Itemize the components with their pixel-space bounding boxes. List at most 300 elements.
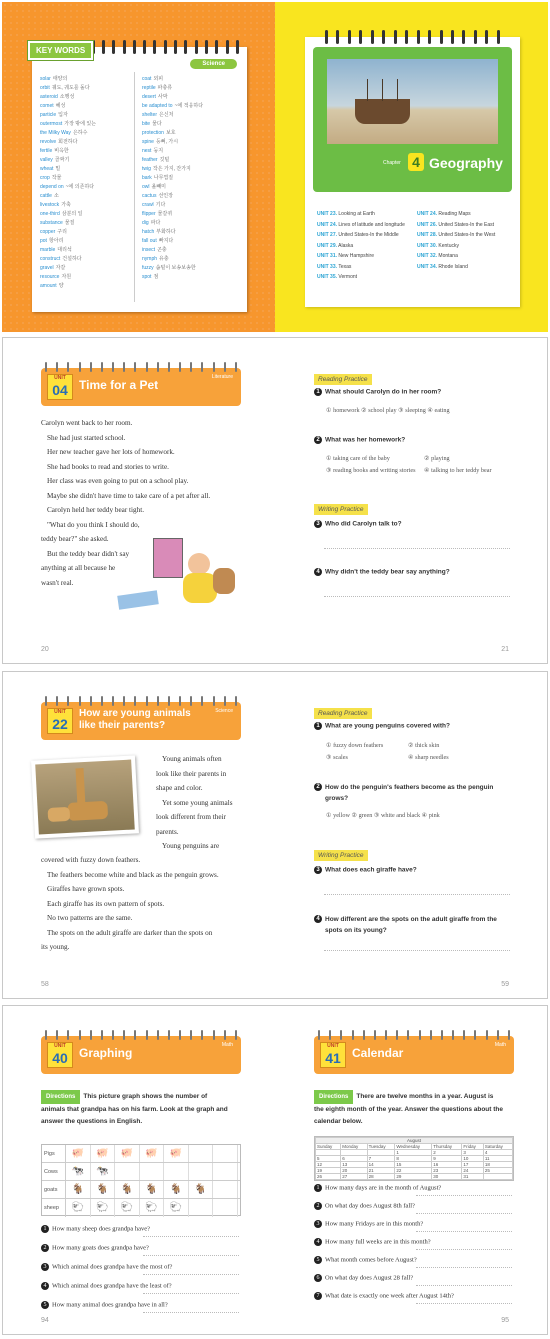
directions bbox=[41, 1090, 246, 1128]
question bbox=[314, 1202, 415, 1210]
keyword-en: comet bbox=[40, 103, 54, 109]
question-number: 3 bbox=[314, 1220, 322, 1228]
unit-code: UNIT 35. bbox=[317, 274, 338, 280]
unit-badge bbox=[47, 1042, 73, 1068]
unit-04-spread bbox=[2, 337, 548, 664]
story-line: No two patterns are the same. bbox=[47, 914, 133, 922]
answer-line[interactable] bbox=[416, 1285, 512, 1286]
keyword-en: outermost bbox=[40, 121, 63, 127]
directions-text: animals that grandpa has on his farm. Look at the graph and bbox=[41, 1106, 228, 1113]
keyword-item bbox=[40, 138, 96, 147]
keyword-item bbox=[40, 120, 96, 129]
calendar-date: 2 bbox=[432, 1150, 462, 1156]
answer-line[interactable] bbox=[324, 894, 510, 895]
calendar-date: 30 bbox=[432, 1174, 462, 1180]
calendar-date: 8 bbox=[395, 1156, 432, 1162]
keyword-en: feather bbox=[142, 157, 158, 163]
directions-tag: Directions bbox=[41, 1090, 80, 1104]
keyword-en: coat bbox=[142, 76, 152, 82]
books bbox=[117, 590, 159, 609]
question-number: 5 bbox=[314, 1256, 322, 1264]
title-line: like their parents? bbox=[79, 720, 166, 731]
option: ① fuzzy down feathers bbox=[326, 742, 384, 749]
story-line: its young. bbox=[41, 943, 70, 951]
keyword-en: gravel bbox=[40, 265, 54, 271]
bookshelf bbox=[153, 538, 183, 578]
empty-cell bbox=[140, 1163, 165, 1180]
keyword-ko: ~에 적응하다 bbox=[174, 103, 204, 109]
keyword-en: protection bbox=[142, 130, 164, 136]
unit-list-item bbox=[417, 241, 495, 252]
keyword-en: wheat bbox=[40, 166, 54, 172]
question-text: How many animal does grandpa have in all? bbox=[52, 1301, 168, 1309]
answer-line[interactable] bbox=[143, 1236, 239, 1237]
calendar-date: 18 bbox=[483, 1162, 512, 1168]
unit-number: 41 bbox=[325, 1050, 341, 1066]
keyword-item bbox=[142, 273, 203, 282]
chapter-banner bbox=[313, 47, 512, 192]
keyword-item bbox=[142, 219, 203, 228]
keyword-ko: 유충 bbox=[159, 256, 169, 262]
answer-line[interactable] bbox=[143, 1274, 239, 1275]
answer-line[interactable] bbox=[416, 1267, 512, 1268]
question-1: 1 What are young penguins covered with? bbox=[314, 722, 450, 730]
answer-line[interactable] bbox=[416, 1195, 512, 1196]
answer-line[interactable] bbox=[324, 596, 510, 597]
question-text: grows? bbox=[325, 795, 349, 802]
animal-icon: 🐐 bbox=[140, 1181, 165, 1198]
question-text: How many sheep does grandpa have? bbox=[52, 1225, 151, 1233]
question-text: spots on its young? bbox=[325, 927, 387, 934]
units-left-list bbox=[317, 209, 405, 283]
unit-22-left-page bbox=[3, 672, 276, 998]
answer-line[interactable] bbox=[324, 950, 510, 951]
unit-40-page bbox=[3, 1006, 276, 1334]
calendar-date: 17 bbox=[462, 1162, 483, 1168]
keyword-item bbox=[142, 174, 203, 183]
question-text: How different are the spots on the adult giraffe from the bbox=[325, 916, 497, 923]
story-line: The spots on the adult giraffe are darker than the spots on bbox=[47, 928, 213, 937]
unit-title: Graphing bbox=[79, 1046, 133, 1060]
giraffe-photo bbox=[31, 755, 139, 838]
page-number: 59 bbox=[501, 981, 509, 988]
story-line: The feathers become white and black as the penguin grows. bbox=[47, 870, 219, 879]
question-number: 7 bbox=[314, 1292, 322, 1300]
keyword-item bbox=[142, 156, 203, 165]
story-line: Her new teacher gave her lots of homework. bbox=[47, 448, 175, 456]
directions-text: the eighth month of the year. Answer the questions about the bbox=[314, 1106, 503, 1113]
question-text: Which animal does grandpa have the least of? bbox=[52, 1282, 172, 1290]
graph-row-label: sheep bbox=[42, 1199, 66, 1217]
reading-practice-tag: Reading Practice bbox=[314, 708, 372, 719]
answer-line[interactable] bbox=[143, 1293, 239, 1294]
keyword-ko: 회전하다 bbox=[58, 139, 78, 145]
teddy-bear bbox=[213, 568, 235, 594]
story-line: Maybe she didn't have time to take care of a pet after all. bbox=[47, 491, 211, 500]
keyword-ko: 삼분의 일 bbox=[61, 211, 83, 217]
question-text: What date is exactly one week after August 14th? bbox=[325, 1292, 454, 1300]
question-text: How many days are in the month of August? bbox=[325, 1184, 442, 1192]
unit-41-page bbox=[276, 1006, 548, 1334]
unit-04-right-page bbox=[276, 338, 548, 663]
graph-row-label: goats bbox=[42, 1181, 66, 1198]
question-number: 4 bbox=[314, 1238, 322, 1246]
keyword-item bbox=[142, 84, 203, 93]
keyword-ko: 비옥한 bbox=[54, 148, 69, 154]
keyword-ko: 작물 bbox=[51, 175, 62, 181]
graph-row bbox=[42, 1163, 240, 1181]
story-line: She had just started school. bbox=[47, 433, 126, 442]
question-number: 2 bbox=[314, 1202, 322, 1210]
answer-line[interactable] bbox=[416, 1213, 512, 1214]
unit-name: New Hampshire bbox=[338, 253, 374, 259]
keywords-left-list bbox=[40, 75, 96, 291]
graph-row-label: Pigs bbox=[42, 1145, 66, 1162]
unit-name: Rhode Island bbox=[438, 263, 468, 270]
units-right-list bbox=[417, 209, 495, 272]
keyword-ko: 자갈 bbox=[55, 265, 66, 271]
keyword-ko: 물다 bbox=[152, 121, 162, 127]
keyword-en: cactus bbox=[142, 193, 157, 199]
empty-cell bbox=[189, 1199, 214, 1217]
keyword-ko: 사막 bbox=[157, 94, 168, 100]
calendar-date: 4 bbox=[483, 1150, 512, 1156]
keyword-item bbox=[142, 228, 203, 237]
empty-cell bbox=[213, 1145, 238, 1162]
spiral-binding bbox=[325, 30, 500, 44]
keyword-item bbox=[40, 210, 96, 219]
calendar-date: 7 bbox=[367, 1156, 395, 1162]
writing-practice-header bbox=[314, 844, 368, 862]
question bbox=[41, 1244, 149, 1252]
unit-badge bbox=[47, 708, 73, 734]
animal-icon: 🐑 bbox=[91, 1199, 116, 1217]
calendar-date: 14 bbox=[367, 1162, 395, 1168]
keyword-ko: 태양의 bbox=[52, 76, 68, 82]
keyword-item bbox=[142, 246, 203, 255]
keyword-item bbox=[40, 165, 96, 174]
keyword-en: the Milky Way bbox=[40, 130, 71, 136]
directions-text: This picture graph shows the number of bbox=[83, 1093, 208, 1100]
spiral-binding bbox=[45, 1030, 237, 1044]
keyword-en: particle bbox=[40, 112, 57, 118]
keyword-item bbox=[40, 273, 96, 282]
keyword-item bbox=[40, 237, 96, 246]
keyword-en: marble bbox=[40, 247, 56, 253]
question-4: 4 How different are the spots on the adult giraffe from the spots on its young? bbox=[314, 914, 497, 936]
unit-name: Kentucky bbox=[438, 242, 459, 249]
keywords-page bbox=[2, 2, 275, 332]
unit-name: Lines of latitude and longitude bbox=[338, 221, 405, 228]
calendar-date: 23 bbox=[432, 1168, 462, 1174]
unit-code: UNIT 28. bbox=[417, 232, 438, 238]
directions-tag: Directions bbox=[314, 1090, 353, 1104]
animal-icon: 🐄 bbox=[66, 1163, 91, 1180]
question bbox=[41, 1282, 172, 1290]
graph-row bbox=[42, 1181, 240, 1199]
keyword-item bbox=[40, 147, 96, 156]
writing-practice-tag: Writing Practice bbox=[314, 504, 368, 515]
keyword-item bbox=[142, 120, 203, 129]
unit-number: 04 bbox=[52, 382, 68, 398]
keyword-en: nymph bbox=[142, 256, 158, 262]
keyword-ko: 작은 가지, 잔가지 bbox=[152, 166, 191, 172]
keyword-item bbox=[142, 264, 203, 273]
keyword-item bbox=[40, 174, 96, 183]
page-number: 95 bbox=[501, 1317, 509, 1324]
keyword-en: fall out bbox=[142, 238, 157, 244]
unit-list-item bbox=[417, 220, 495, 231]
question-number: 4 bbox=[41, 1282, 49, 1290]
question-2: 2 How do the penguin's feathers become as the penguin grows? bbox=[314, 782, 493, 804]
empty-cell bbox=[164, 1163, 189, 1180]
keyword-en: insect bbox=[142, 247, 156, 253]
empty-cell bbox=[189, 1145, 214, 1162]
story-line: covered with fuzzy down feathers. bbox=[41, 856, 141, 864]
chapter-spread bbox=[2, 2, 548, 332]
unit-list-item bbox=[417, 209, 495, 220]
answer-line[interactable] bbox=[324, 548, 510, 549]
question bbox=[41, 1263, 172, 1271]
girl-illustration bbox=[113, 528, 253, 618]
keyword-en: hatch bbox=[142, 229, 155, 235]
story-line: Young penguins are bbox=[162, 842, 220, 850]
chapter-title: Geography bbox=[429, 155, 503, 171]
calendar-date: 21 bbox=[367, 1168, 395, 1174]
keyword-item bbox=[40, 84, 96, 93]
mast bbox=[382, 79, 383, 101]
unit-number: 22 bbox=[52, 716, 68, 732]
unit-name: United States-In the East bbox=[438, 221, 494, 228]
calendar-day-header: Sunday bbox=[316, 1144, 341, 1150]
picture-graph bbox=[41, 1144, 241, 1216]
keywords-tag: KEY WORDS bbox=[28, 41, 93, 60]
story-line: She had books to read and stories to write. bbox=[47, 462, 169, 471]
keyword-ko: 나무껍질 bbox=[153, 175, 174, 181]
calendar-day-header: Wednesday bbox=[395, 1144, 432, 1150]
question bbox=[41, 1301, 168, 1309]
animal-icon: 🐐 bbox=[164, 1181, 189, 1198]
keyword-ko: 궤도, 궤도를 돌다 bbox=[51, 85, 90, 91]
calendar-date: 29 bbox=[395, 1174, 432, 1180]
chapter-cover-page bbox=[275, 2, 548, 332]
calendar-date: 10 bbox=[462, 1156, 483, 1162]
young-giraffe bbox=[48, 807, 71, 822]
keyword-en: solar bbox=[40, 76, 51, 82]
keyword-ko: 소행성 bbox=[59, 94, 75, 100]
calendar-date: 15 bbox=[395, 1162, 432, 1168]
keyword-ko: 은하수 bbox=[72, 130, 88, 136]
unit-badge bbox=[47, 374, 73, 400]
question-number: 1 bbox=[41, 1225, 49, 1233]
unit-code: UNIT 33. bbox=[317, 263, 338, 270]
option: ③ scales bbox=[326, 754, 348, 761]
question-text: How many goats does grandpa have? bbox=[52, 1244, 149, 1252]
unit-code: UNIT 27. bbox=[317, 232, 338, 238]
question-text: What does each giraffe have? bbox=[325, 866, 417, 874]
animal-icon: 🐐 bbox=[189, 1181, 214, 1198]
unit-title: Calendar bbox=[352, 1046, 404, 1060]
directions-text: answer the questions in English. bbox=[41, 1118, 143, 1125]
keyword-ko: 깃털 bbox=[159, 157, 170, 163]
keyword-ko: 가축 bbox=[61, 202, 71, 208]
answer-line[interactable] bbox=[416, 1303, 512, 1304]
answer-line[interactable] bbox=[143, 1255, 239, 1256]
question bbox=[314, 1238, 431, 1246]
keyword-en: orbit bbox=[40, 85, 50, 91]
story-text bbox=[41, 853, 266, 955]
story-line: Yet some young animals bbox=[162, 798, 233, 807]
keyword-ko: ~에 의존하다 bbox=[65, 184, 95, 190]
calendar-date: 16 bbox=[432, 1162, 462, 1168]
keyword-ko: 파다 bbox=[150, 220, 161, 226]
question-2: 2 What was her homework? bbox=[314, 436, 405, 444]
keyword-en: cattle bbox=[40, 193, 52, 199]
answer-line[interactable] bbox=[143, 1312, 239, 1313]
animal-icon: 🐖 bbox=[140, 1145, 165, 1162]
unit-banner bbox=[41, 368, 241, 406]
calendar-date: 22 bbox=[395, 1168, 432, 1174]
unit-label: UNIT bbox=[54, 375, 66, 381]
unit-title: Time for a Pet bbox=[79, 378, 159, 392]
keyword-ko: 부화하다 bbox=[156, 229, 176, 235]
question-text: Why didn't the teddy bear say anything? bbox=[325, 568, 450, 576]
calendar-date: 6 bbox=[341, 1156, 367, 1162]
story-line: Young animals often bbox=[162, 755, 222, 763]
keyword-item bbox=[40, 228, 96, 237]
story-line: Giraffes have grown spots. bbox=[47, 885, 125, 893]
animal-icon: 🐑 bbox=[115, 1199, 140, 1217]
calendar bbox=[314, 1136, 514, 1181]
directions-text: calendar below. bbox=[314, 1118, 363, 1125]
keyword-item bbox=[142, 237, 203, 246]
keyword-item bbox=[40, 183, 96, 192]
chapter-number: 4 bbox=[408, 153, 424, 171]
unit-name: Alaska bbox=[338, 242, 354, 249]
keyword-en: pot bbox=[40, 238, 47, 244]
keyword-en: amount bbox=[40, 283, 57, 289]
keyword-item bbox=[142, 210, 203, 219]
giraffe-body bbox=[67, 801, 108, 821]
keywords-right-list bbox=[142, 75, 203, 282]
keyword-ko: 곤충 bbox=[157, 247, 167, 253]
keyword-en: resource bbox=[40, 274, 60, 280]
keyword-en: dig bbox=[142, 220, 149, 226]
keyword-item bbox=[142, 183, 203, 192]
calendar-date: 25 bbox=[483, 1168, 512, 1174]
calendar-date: 11 bbox=[483, 1156, 512, 1162]
animal-icon: 🐐 bbox=[115, 1181, 140, 1198]
unit-banner bbox=[41, 1036, 241, 1074]
animal-icon: 🐖 bbox=[91, 1145, 116, 1162]
reading-practice-header bbox=[314, 702, 372, 720]
answer-line[interactable] bbox=[416, 1231, 512, 1232]
keyword-ko: 대리석 bbox=[57, 247, 72, 253]
unit-name: Reading Maps bbox=[438, 211, 471, 217]
page-number: 20 bbox=[41, 646, 49, 653]
unit-list-item bbox=[317, 209, 405, 220]
animal-icon: 🐖 bbox=[164, 1145, 189, 1162]
unit-list-item bbox=[417, 251, 495, 262]
chapter-label: Chapter bbox=[383, 160, 401, 166]
keyword-ko: 빠지다 bbox=[158, 238, 174, 244]
calendar-date: 24 bbox=[462, 1168, 483, 1174]
question-3: 3 Who did Carolyn talk to? bbox=[314, 520, 402, 528]
calendar-date: 20 bbox=[341, 1168, 367, 1174]
keyword-en: desert bbox=[142, 94, 156, 100]
animal-icon: 🐑 bbox=[164, 1199, 189, 1217]
unit-name: Looking at Earth bbox=[338, 211, 375, 217]
keyword-en: revolve bbox=[40, 139, 57, 145]
story-line: parents. bbox=[156, 827, 179, 836]
question-2-options: ① yellow ② green ③ white and black ④ pink bbox=[326, 812, 440, 819]
keyword-ko: 입자 bbox=[58, 112, 68, 118]
keyword-en: owl bbox=[142, 184, 150, 190]
keyword-item bbox=[40, 282, 96, 291]
animal-icon: 🐖 bbox=[115, 1145, 140, 1162]
math-spread bbox=[2, 1005, 548, 1335]
keyword-item bbox=[40, 264, 96, 273]
unit-code: UNIT 34. bbox=[417, 263, 438, 270]
keyword-item bbox=[142, 255, 203, 264]
story-line: Each giraffe has its own pattern of spots. bbox=[47, 899, 165, 908]
question-number: 5 bbox=[41, 1301, 49, 1309]
keyword-ko: 자원 bbox=[61, 274, 72, 280]
keyword-item bbox=[142, 75, 203, 84]
calendar-date: 3 bbox=[462, 1150, 483, 1156]
answer-line[interactable] bbox=[416, 1249, 512, 1250]
keyword-en: valley bbox=[40, 157, 53, 163]
keyword-ko: 구리 bbox=[57, 229, 67, 235]
keyword-item bbox=[142, 201, 203, 210]
graph-row bbox=[42, 1145, 240, 1163]
unit-list-item bbox=[417, 230, 495, 241]
ship-shape bbox=[355, 99, 410, 124]
unit-list-item bbox=[317, 230, 405, 241]
story-line: Her class was even going to put on a school play. bbox=[47, 477, 189, 485]
keyword-ko: 기다 bbox=[155, 202, 166, 208]
empty-cell bbox=[213, 1163, 238, 1180]
mast bbox=[397, 79, 398, 101]
unit-code: UNIT 30. bbox=[417, 242, 438, 249]
calendar-month: August bbox=[316, 1138, 513, 1144]
title-line: How are young animals bbox=[79, 708, 191, 719]
subject-tag: Math bbox=[221, 1042, 233, 1048]
keyword-ko: 점 bbox=[153, 274, 159, 280]
keyword-item bbox=[142, 129, 203, 138]
unit-04-left-page bbox=[3, 338, 276, 663]
unit-name: United States-In the Middle bbox=[338, 232, 399, 238]
keyword-item bbox=[40, 219, 96, 228]
animal-icon: 🐑 bbox=[140, 1199, 165, 1217]
keyword-en: copper bbox=[40, 229, 56, 235]
page-number: 58 bbox=[41, 981, 49, 988]
keyword-ko: 선인장 bbox=[158, 193, 173, 199]
calendar-date: 1 bbox=[395, 1150, 432, 1156]
unit-22-right-page bbox=[276, 672, 548, 998]
question bbox=[41, 1225, 150, 1233]
graph-row bbox=[42, 1199, 240, 1217]
empty-cell bbox=[213, 1199, 238, 1217]
keyword-ko: 올빼미 bbox=[151, 184, 167, 190]
question bbox=[314, 1220, 423, 1228]
animal-icon: 🐄 bbox=[91, 1163, 116, 1180]
animal-icon: 🐑 bbox=[66, 1199, 91, 1217]
question-text: Who did Carolyn talk to? bbox=[325, 520, 402, 528]
keyword-en: asteroid bbox=[40, 94, 58, 100]
question-number: 2 bbox=[41, 1244, 49, 1252]
calendar-date: 9 bbox=[432, 1156, 462, 1162]
